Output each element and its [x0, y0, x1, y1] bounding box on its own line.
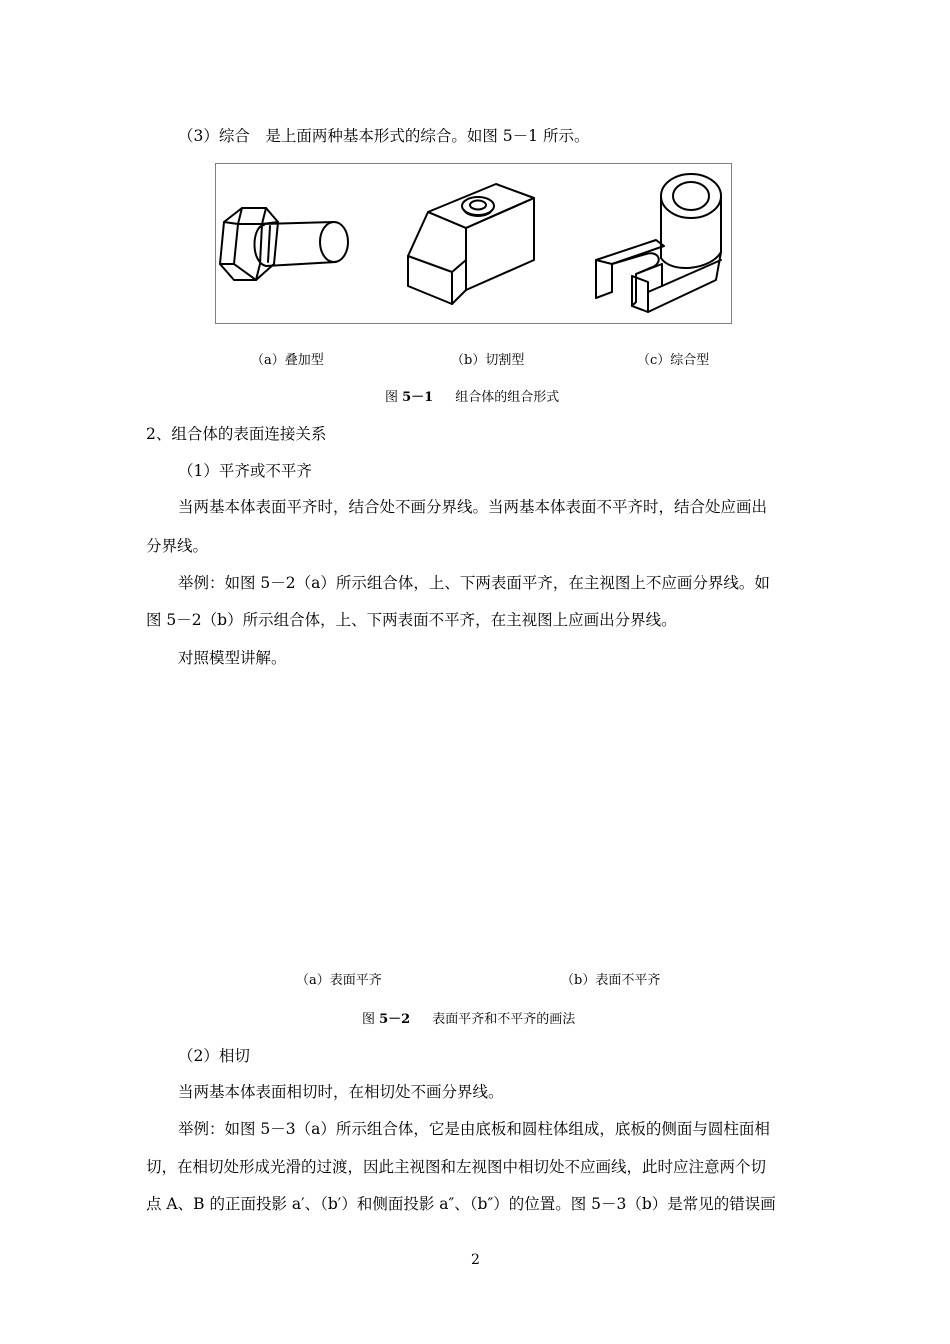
figure-5-1-drawings: [216, 164, 733, 325]
paragraph-model: 对照模型讲解。: [178, 649, 287, 667]
combined-type-drawing: [596, 174, 721, 312]
page-number: 2: [471, 1252, 480, 1268]
paragraph-flush-2: 分界线。: [146, 537, 209, 555]
paragraph-example-1: 举例：如图 5－2（a）所示组合体，上、下两表面平齐，在主视图上不应画分界线。如: [178, 574, 770, 592]
paragraph-flush-1: 当两基本体表面平齐时，结合处不画分界线。当两基本体表面不平齐时，结合处应画出: [178, 498, 768, 516]
paragraph-tangent-example-3: 点 A、B 的正面投影 a′、（b′）和侧面投影 a″、（b″）的位置。图 5－3（b）是常见的错误画: [146, 1195, 776, 1213]
cut-type-drawing: [408, 184, 534, 304]
figure-5-2-caption-b: （b）表面不平齐: [561, 973, 661, 988]
subheading-flush: （1）平齐或不平齐: [178, 462, 312, 480]
section-2-heading: 2、组合体的表面连接关系: [146, 425, 327, 443]
figure-5-1-caption-a: （a）叠加型: [251, 353, 324, 368]
subheading-tangent: （2）相切: [178, 1047, 250, 1065]
figure-5-1-caption-b: （b）切割型: [451, 353, 525, 368]
paragraph-tangent: 当两基本体表面相切时，在相切处不画分界线。: [178, 1083, 504, 1101]
figure-5-1-box: [215, 163, 732, 324]
figure-5-2-caption-a: （a）表面平齐: [296, 973, 382, 988]
stacked-type-drawing: [220, 208, 348, 280]
figure-5-1-title: 图 5－1 组合体的组合形式: [385, 390, 560, 405]
section-3-heading: （3）综合 是上面两种基本形式的综合。如图 5－1 所示。: [178, 127, 590, 145]
paragraph-tangent-example-1: 举例：如图 5－3（a）所示组合体，它是由底板和圆柱体组成，底板的侧面与圆柱面相: [178, 1120, 770, 1138]
figure-5-2-title: 图 5－2 表面平齐和不平齐的画法: [362, 1012, 576, 1027]
figure-5-1-caption-c: （c）综合型: [637, 353, 710, 368]
paragraph-example-2: 图 5－2（b）所示组合体，上、下两表面不平齐，在主视图上应画出分界线。: [146, 611, 677, 629]
paragraph-tangent-example-2: 切，在相切处形成光滑的过渡，因此主视图和左视图中相切处不应画线，此时应注意两个切: [146, 1158, 767, 1176]
